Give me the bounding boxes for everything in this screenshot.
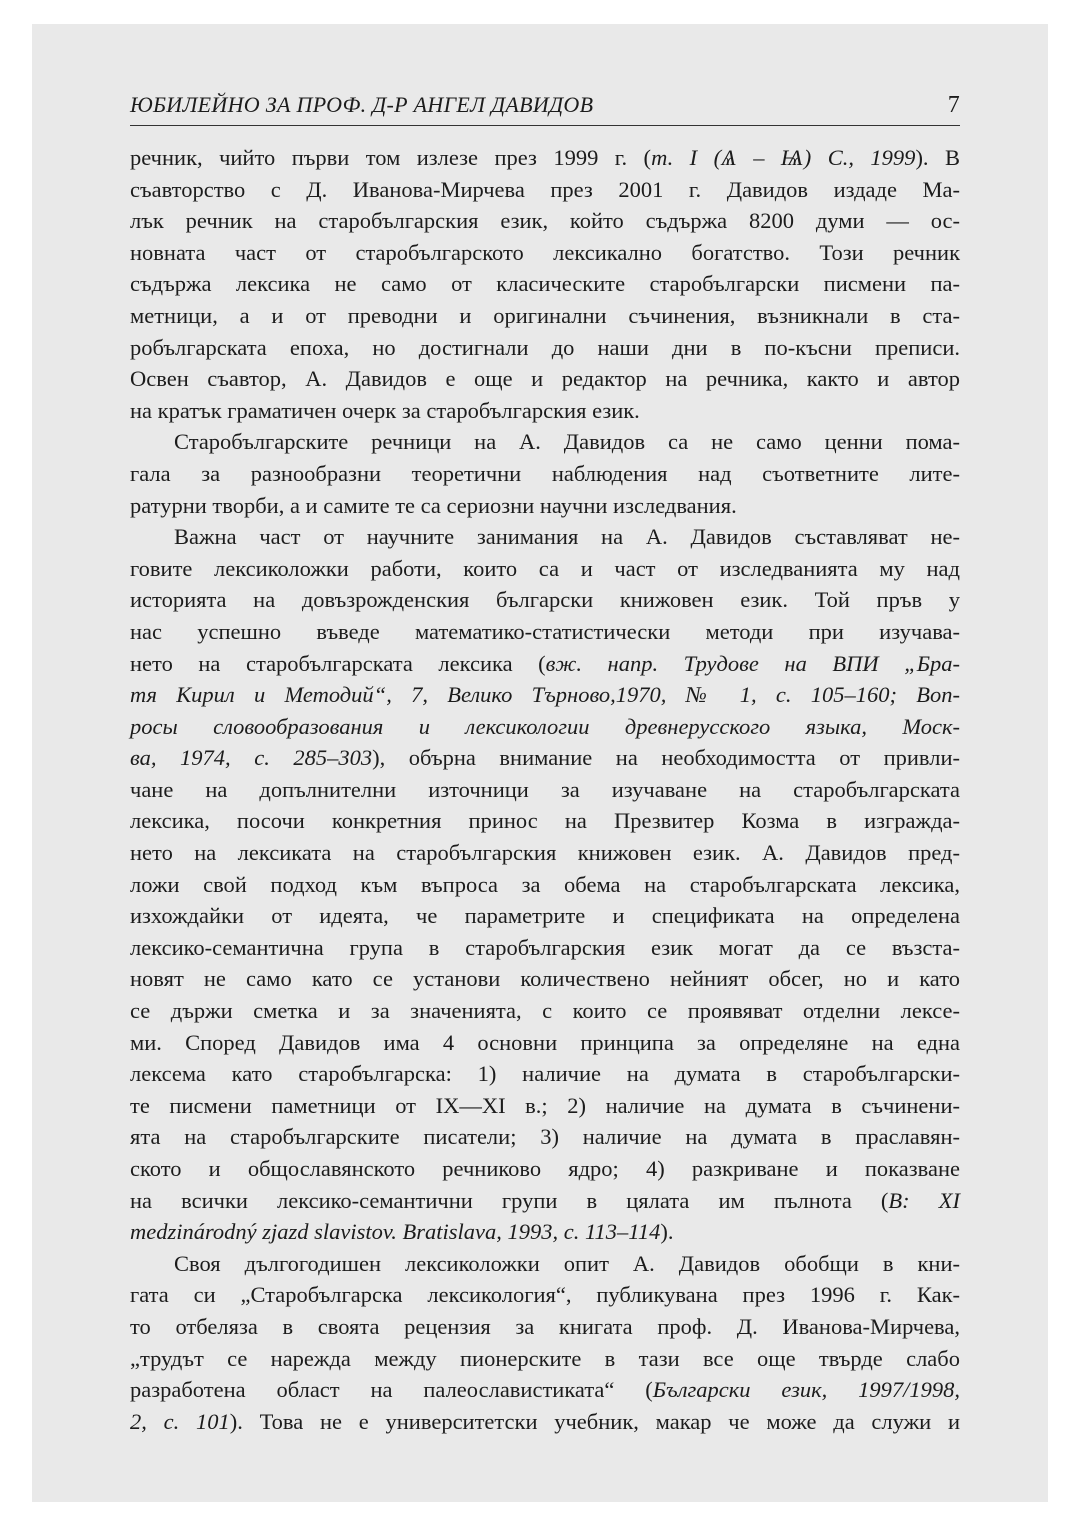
text-line: „трудът се нарежда между пионерските в тази все още твърде слабо xyxy=(130,1345,960,1371)
text-line: ското и общославянското речниково ядро; 4) разкриване и показване xyxy=(130,1156,960,1181)
text-line: гата си „Старобългарска лексикология“, публикувана през 1996 г. Как- xyxy=(130,1282,960,1308)
text-line: новната част от старобългарското лексикално богатство. Този речник xyxy=(130,239,960,265)
text-line: говите лексиколожки работи, които са и част от изследванията му над xyxy=(130,555,960,581)
paragraph-4 xyxy=(130,1248,960,1438)
text-line: medzinárodný zjazd slavistov. Bratislava, 1993, с. 113–114). xyxy=(130,1219,674,1245)
text-line: робългарската епоха, но достигнали до наши дни в по-късни преписи. xyxy=(130,334,960,360)
text-line: лексика, посочи конкретния принос на Презвитер Козма в изгражда- xyxy=(130,808,960,834)
text-line: на всички лексико-семантични групи в цялата им пълнота (В: XI xyxy=(130,1187,960,1213)
text-line: лексико-семантична група в старобългарския език могат да се възста- xyxy=(130,934,960,960)
text-line: на кратък граматичен очерк за старобългарския език. xyxy=(130,397,640,423)
text-line: речник, чийто първи том излезе през 1999 г. (т. I (Ѧ – Ѩ) С., 1999). В xyxy=(130,145,961,170)
text-line: те писмени паметници от IX—XI в.; 2) наличие на думата в съчинени- xyxy=(130,1092,960,1118)
text-line: ята на старобългарските писатели; 3) наличие на думата в праславян- xyxy=(130,1124,960,1150)
text-line: се държи сметка и за значенията, с които се проявяват отделни лексе- xyxy=(130,998,960,1024)
text-line: нето на старобългарската лексика (вж. напр. Трудове на ВПИ „Бра- xyxy=(130,650,960,676)
text-line: разработена област на палеославистиката“ (Български език, 1997/1998, xyxy=(130,1377,960,1403)
text-line: Освен съавтор, А. Давидов е още и редактор на речника, както и автор xyxy=(130,366,960,392)
text-line: изхождайки от идеята, че параметрите и спецификата на определена xyxy=(130,903,960,929)
paragraph-2 xyxy=(130,426,960,521)
text-line: гала за разнообразни теоретични наблюдения над съответните лите- xyxy=(130,460,960,486)
text-line: нето на лексиката на старобългарския книжовен език. А. Давидов пред- xyxy=(130,840,960,866)
book-page xyxy=(130,92,960,1437)
text-line: съдържа лексика не само от класическите старобългарски писмени па- xyxy=(130,271,960,297)
text-line: Своя дългогодишен лексиколожки опит А. Давидов обобщи в кни- xyxy=(174,1250,960,1276)
text-line: ложи свой подход към въпроса за обема на старобългарската лексика, xyxy=(130,871,960,897)
paragraph-3 xyxy=(130,521,960,1248)
page-number: 7 xyxy=(947,92,960,118)
text-line: метници, а и от преводни и оригинални съчинения, възникнали в ста- xyxy=(130,302,960,328)
text-line: ва, 1974, с. 285–303), обърна внимание на необходимостта от привли- xyxy=(130,745,961,771)
text-line: Старобългарските речници на А. Давидов са не само ценни пома- xyxy=(174,429,960,455)
text-line: ратурни творби, а и самите те са сериозни научни изследвания. xyxy=(130,492,737,518)
text-line: историята на довъзрожденския български книжовен език. Той пръв у xyxy=(130,587,960,613)
text-line: то отбеляза в своята рецензия за книгата проф. Д. Иванова-Мирчева, xyxy=(130,1313,960,1339)
text-line: лък речник на старобългарския език, който съдържа 8200 думи — ос- xyxy=(130,208,960,234)
text-line: Важна част от научните занимания на А. Давидов съставляват не- xyxy=(174,524,960,550)
header-title: ЮБИЛЕЙНО ЗА ПРОФ. Д-Р АНГЕЛ ДАВИДОВ xyxy=(130,92,594,117)
text-line: лексема като старобългарска: 1) наличие на думата в старобългарски- xyxy=(130,1061,960,1087)
text-line: новят не само като се установи количествено нейният обсег, но и като xyxy=(130,966,960,992)
page-body xyxy=(130,142,960,1437)
running-header xyxy=(130,92,960,126)
text-line: тя Кирил и Методий“, 7, Велико Търново,1970, № 1, с. 105–160; Воп- xyxy=(130,682,960,708)
text-line: ми. Според Давидов има 4 основни принципа за определяне на една xyxy=(130,1029,960,1055)
text-line: нас успешно въведе математико-статистически методи при изучава- xyxy=(130,618,960,644)
text-line: 2, с. 101). Това не е университетски учебник, макар че може да служи и xyxy=(130,1408,960,1434)
text-line: росы словообразования и лексикологии древнерусского языка, Моск- xyxy=(130,713,960,739)
paragraph-1 xyxy=(130,142,960,426)
text-line: чане на допълнителни източници за изучаване на старобългарската xyxy=(130,776,960,802)
text-line: съавторство с Д. Иванова-Мирчева през 2001 г. Давидов издаде Ма- xyxy=(130,176,960,202)
